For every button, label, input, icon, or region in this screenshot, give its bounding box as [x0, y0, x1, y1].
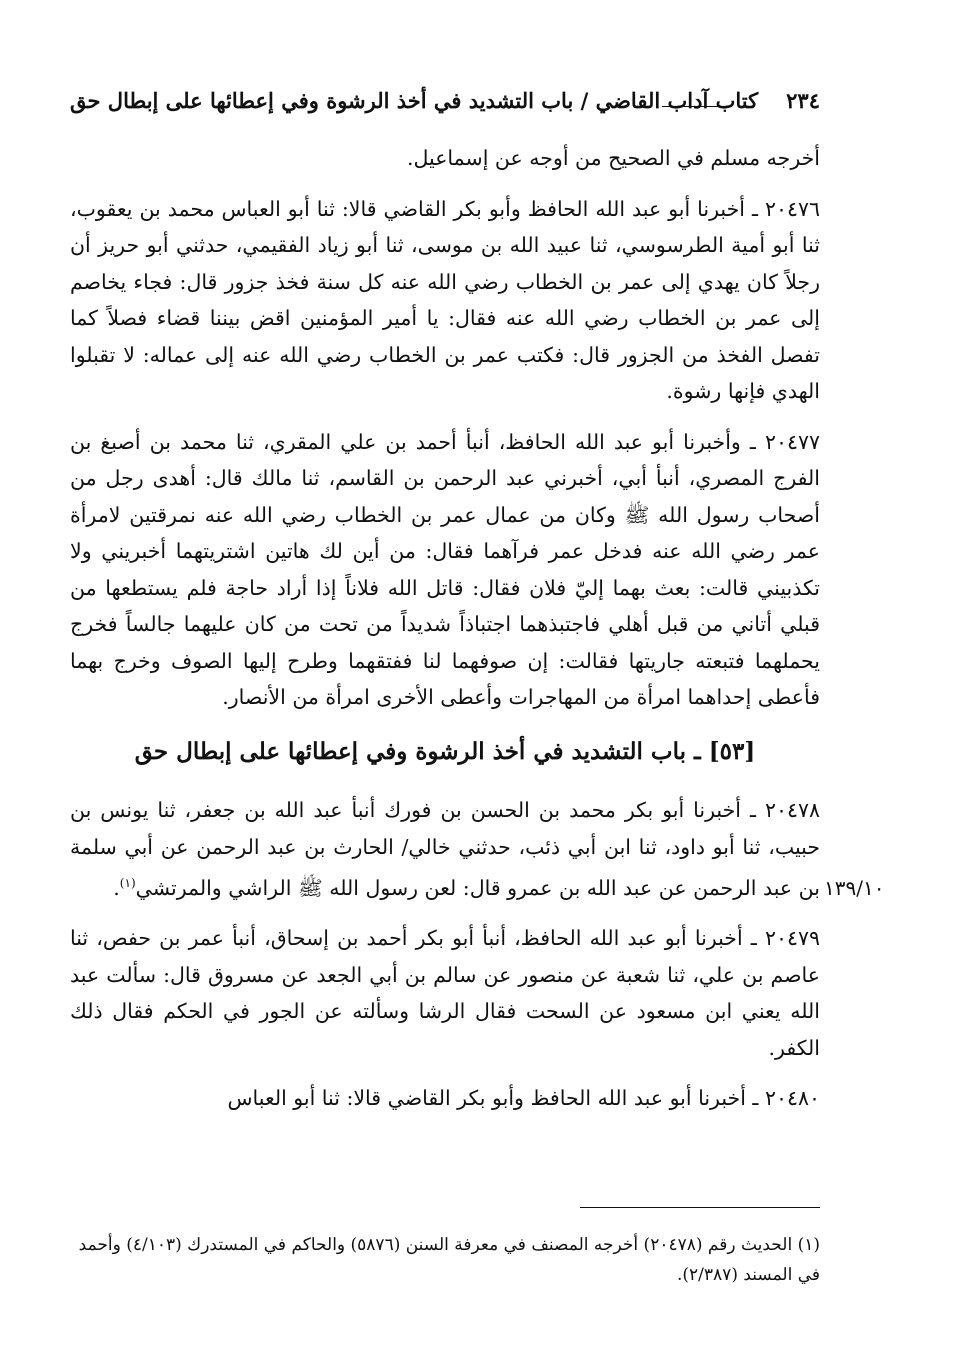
- hadith-paragraph: ٢٠٤٧٩ ـ أخبرنا أبو عبد الله الحافظ، أنبأ أبو بكر أحمد بن إسحاق، أنبأ عمر بن حفص، ثنا عاصم بن علي، ثنا شعبة عن منصور عن سالم بن أبي الجعد عن مسروق قال: سألت عبد الله يعني ابن مسعود عن السحت فقال الرشا وسألته عن الجور في الحكم فقال ذلك الكفر.: [70, 926, 820, 1060]
- hadith-paragraph: ٢٠٤٧٨ ـ أخبرنا أبو بكر محمد بن الحسن بن فورك أنبأ عبد الله بن جعفر، ثنا يونس بن حبيب، ثنا أبو داود، ثنا ابن أبي ذئب، حدثني خالي/ الحارث بن عبد الرحمن عن أبي سلمة بن عبد الرحمن عن عبد الله بن عمرو قال: لعن رسول الله ﷺ الراشي والمرتشي$^{(١)}$.: [70, 798, 820, 900]
- hadith-paragraph: ٢٠٤٧٦ ـ أخبرنا أبو عبد الله الحافظ وأبو بكر القاضي قالا: ثنا أبو العباس محمد بن يعقوب، ثنا أبو أمية الطرسوسي، ثنا عبيد الله بن موسى، ثنا أبو زياد الفقيمي، حدثني أبو حريز أن رجلاً كان يهدي إلى عمر بن الخطاب رضي الله عنه كل سنة فخذ جزور قال: فجاء يخاصم إلى عمر بن الخطاب رضي الله عنه فقال: يا أمير المؤمنين اقض بيننا قضاء فصلاً كما تفصل الفخذ من الجزور قال: فكتب عمر بن الخطاب رضي الله عنه إلى عماله: لا تقبلوا الهدي فإنها رشوة.: [70, 196, 820, 403]
- footnote: (١) الحديث رقم (٢٠٤٧٨) أخرجه المصنف في معرفة السنن (٥٨٧٦) والحاكم في المستدرك (٤/١٠٣) وأحمد في المسند (٢/٣٨٧).: [78, 1235, 820, 1285]
- page-number: ٢٣٤: [786, 88, 820, 113]
- footnote-marker[interactable]: (١): [119, 876, 136, 890]
- hadith-paragraph: ٢٠٤٧٧ ـ وأخبرنا أبو عبد الله الحافظ، أنبأ أحمد بن علي المقري، ثنا محمد بن أصبغ بن الفرج المصري، أنبأ أبي، أخبرني عبد الرحمن بن القاسم، ثنا مالك قال: أهدى رجل من أصحاب رسول الله ﷺ وكان من عمال عمر بن الخطاب رضي الله عنه نمرقتين لامرأة عمر رضي الله عنه فدخل عمر فرآهما فقال: من أين لك هاتين اشتريتهما أخبريني ولا تكذبيني قالت: بعث بهما إليّ فلان فقال: قاتل الله فلاناً إذا أراد حاجة فلم يستطعها من قبلي أتاني من قبل أهلي فاجتبذهما اجتباذاً شديداً من تحت من كان عليهما جالساً فخرج يحملهما فتبعته جاريتها فقالت: إن صوفهما لنا ففتقهما وطرح إليها الصوف وخرج بهما فأعطى إحداهما امرأة من المهاجرات وأعطى الأخرى امرأة من الأنصار.: [70, 429, 820, 709]
- page-body: [70, 140, 820, 1131]
- hadith-text: ٢٠٤٧٨ ـ أخبرنا أبو بكر محمد بن الحسن بن فورك أنبأ عبد الله بن جعفر، ثنا يونس بن حبيب، ثنا أبو داود، ثنا ابن أبي ذئب، حدثني خالي/ الحارث بن عبد الرحمن عن أبي سلمة بن عبد الرحمن عن عبد الله بن عمرو قال: لعن رسول الله ﷺ الراشي والمرتشي: [70, 798, 820, 900]
- paragraph: أخرجه مسلم في الصحيح من أوجه عن إسماعيل.: [406, 146, 820, 170]
- page-header: [70, 84, 820, 124]
- footnotes: [70, 1230, 820, 1290]
- hadith-paragraph: ٢٠٤٨٠ ـ أخبرنا أبو عبد الله الحافظ وأبو بكر القاضي قالا: ثنا أبو العباس: [227, 1086, 820, 1111]
- footnote-rule: [580, 1207, 820, 1208]
- running-title: كتاب آداب القاضي / باب التشديد في أخذ الرشوة وفي إعطائها على إبطال حق: [70, 88, 759, 113]
- chapter-heading: [٥٣] ـ باب التشديد في أخذ الرشوة وفي إعطائها على إبطال حق: [134, 737, 756, 765]
- margin-note: ١٣٩/١٠: [824, 876, 885, 900]
